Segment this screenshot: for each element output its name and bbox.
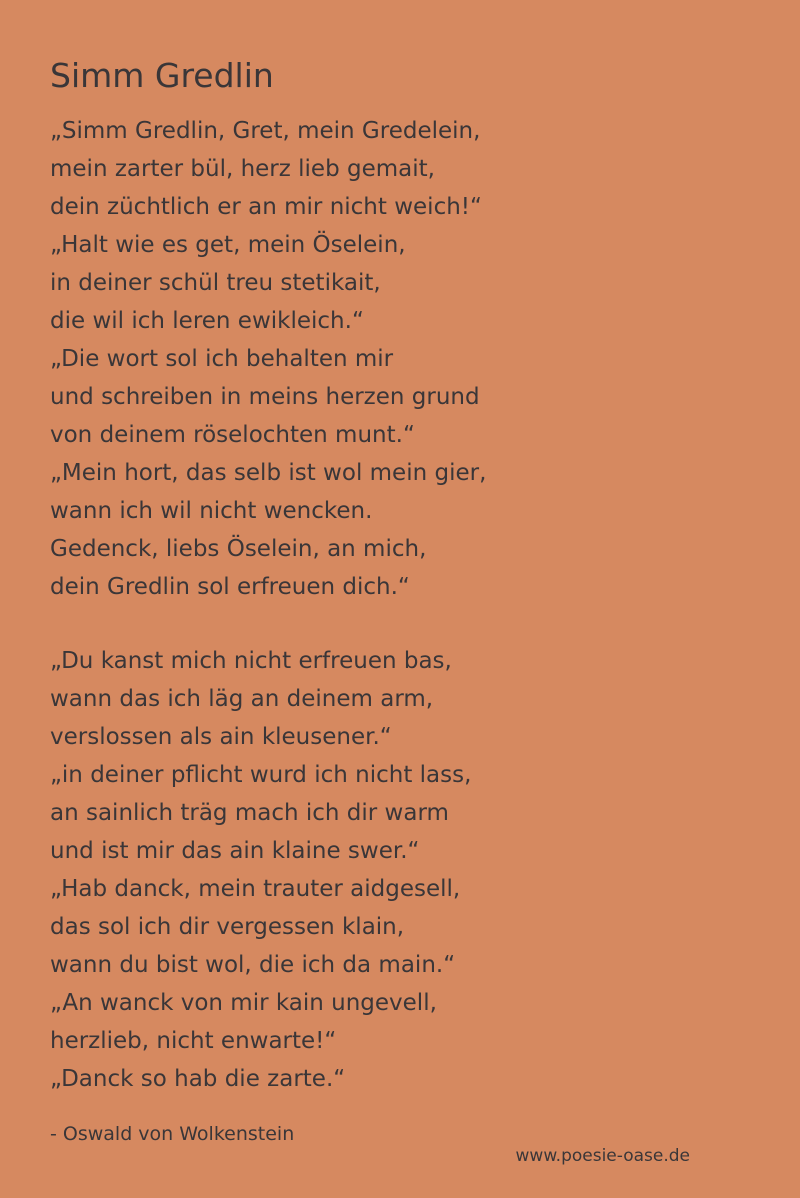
poem-line: „Halt wie es get, mein Öselein, <box>50 232 406 258</box>
poem-author: - Oswald von Wolkenstein <box>50 1123 295 1145</box>
stanza-1 <box>50 112 486 606</box>
stanza-2 <box>50 642 471 1098</box>
poem-title: Simm Gredlin <box>50 56 274 95</box>
poem-line: wann du bist wol, die ich da main.“ <box>50 952 456 978</box>
poem-line: an sainlich träg mach ich dir warm <box>50 800 449 826</box>
poem-line: dein Gredlin sol erfreuen dich.“ <box>50 574 410 600</box>
poem-line: wann das ich läg an deinem arm, <box>50 686 434 712</box>
poem-line: dein züchtlich er an mir nicht weich!“ <box>50 194 482 220</box>
poem-line: „in deiner pflicht wurd ich nicht lass, <box>50 762 472 788</box>
poem-line: herzlieb, nicht enwarte!“ <box>50 1028 337 1054</box>
poem-line: verslossen als ain kleusener.“ <box>50 724 392 750</box>
website-url: www.poesie-oase.de <box>515 1146 690 1166</box>
poem-line: die wil ich leren ewikleich.“ <box>50 308 364 334</box>
poem-line: „Simm Gredlin, Gret, mein Gredelein, <box>50 118 481 144</box>
poem-line: „Mein hort, das selb ist wol mein gier, <box>50 460 487 486</box>
poem-line: das sol ich dir vergessen klain, <box>50 914 405 940</box>
poem-line: und ist mir das ain klaine swer.“ <box>50 838 420 864</box>
poem-line: in deiner schül treu stetikait, <box>50 270 381 296</box>
poem-line: von deinem röselochten munt.“ <box>50 422 415 448</box>
poem-line: „Danck so hab die zarte.“ <box>50 1066 346 1092</box>
poem-line: mein zarter bül, herz lieb gemait, <box>50 156 435 182</box>
poem-line: wann ich wil nicht wencken. <box>50 498 373 524</box>
poem-line: „Die wort sol ich behalten mir <box>50 346 394 372</box>
poem-line: „Du kanst mich nicht erfreuen bas, <box>50 648 452 674</box>
poem-line: Gedenck, liebs Öselein, an mich, <box>50 536 427 562</box>
poem-line: „Hab danck, mein trauter aidgesell, <box>50 876 461 902</box>
poem-line: und schreiben in meins herzen grund <box>50 384 480 410</box>
poem-line: „An wanck von mir kain ungevell, <box>50 990 437 1016</box>
